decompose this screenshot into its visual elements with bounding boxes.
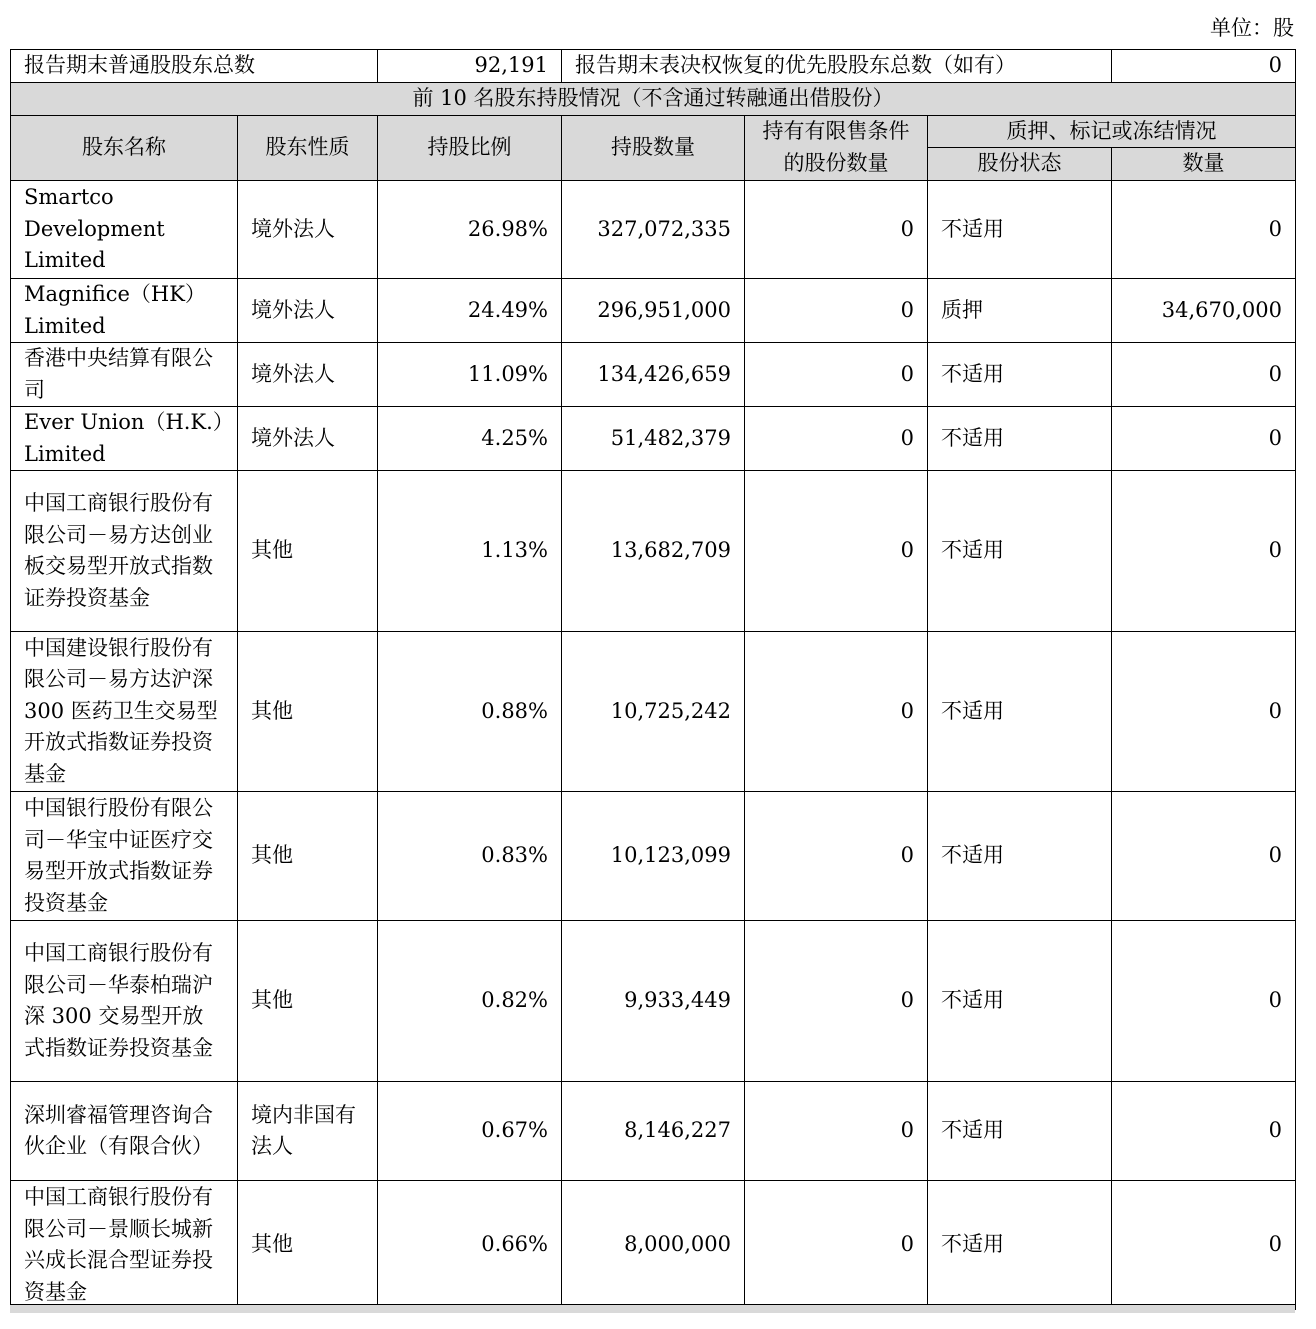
pledge-status: 不适用	[928, 343, 1112, 407]
holding-quantity: 8,146,227	[562, 1082, 745, 1181]
pledge-amount: 34,670,000	[1112, 279, 1296, 343]
holding-quantity: 8,000,000	[562, 1181, 745, 1310]
shareholder-nature: 其他	[238, 632, 378, 792]
holding-ratio: 4.25%	[378, 407, 562, 471]
holding-ratio: 0.83%	[378, 792, 562, 921]
pledge-status: 不适用	[928, 181, 1112, 279]
restricted-quantity: 0	[745, 343, 928, 407]
pledge-amount: 0	[1112, 343, 1296, 407]
shareholder-name: 中国工商银行股份有限公司－易方达创业板交易型开放式指数证券投资基金	[11, 471, 238, 632]
holding-ratio: 0.67%	[378, 1082, 562, 1181]
holding-quantity: 10,725,242	[562, 632, 745, 792]
pledge-amount: 0	[1112, 181, 1296, 279]
header-ratio: 持股比例	[378, 115, 562, 181]
pledge-status: 不适用	[928, 921, 1112, 1082]
pledge-status: 质押	[928, 279, 1112, 343]
restricted-quantity: 0	[745, 921, 928, 1082]
shareholder-name: 中国银行股份有限公司－华宝中证医疗交易型开放式指数证券投资基金	[11, 792, 238, 921]
table-row	[11, 279, 1296, 343]
shareholder-nature: 境外法人	[238, 407, 378, 471]
holding-quantity: 327,072,335	[562, 181, 745, 279]
common-shareholders-label: 报告期末普通股股东总数	[11, 50, 378, 83]
restricted-quantity: 0	[745, 181, 928, 279]
pledge-status: 不适用	[928, 792, 1112, 921]
holding-ratio: 0.66%	[378, 1181, 562, 1310]
shareholder-nature: 其他	[238, 792, 378, 921]
shareholder-nature: 境外法人	[238, 279, 378, 343]
restricted-quantity: 0	[745, 792, 928, 921]
pledge-amount: 0	[1112, 921, 1296, 1082]
table-row	[11, 471, 1296, 632]
header-name: 股东名称	[11, 115, 238, 181]
unit-label: 单位：股	[1210, 16, 1294, 40]
table-cut-edge	[10, 1304, 1295, 1313]
restricted-quantity: 0	[745, 1082, 928, 1181]
header-pledge-status: 股份状态	[928, 148, 1112, 181]
shareholder-name: 中国工商银行股份有限公司－华泰柏瑞沪深 300 交易型开放式指数证券投资基金	[11, 921, 238, 1082]
shareholder-name: 香港中央结算有限公司	[11, 343, 238, 407]
header-pledge-group: 质押、标记或冻结情况	[928, 115, 1296, 148]
pledge-status: 不适用	[928, 1181, 1112, 1310]
common-shareholders-value: 92,191	[378, 50, 562, 83]
holding-ratio: 11.09%	[378, 343, 562, 407]
pledge-amount: 0	[1112, 407, 1296, 471]
pledge-status: 不适用	[928, 1082, 1112, 1181]
summary-row	[11, 50, 1296, 83]
table-row	[11, 343, 1296, 407]
pledge-status: 不适用	[928, 407, 1112, 471]
pledge-status: 不适用	[928, 471, 1112, 632]
holding-quantity: 296,951,000	[562, 279, 745, 343]
pledge-amount: 0	[1112, 1181, 1296, 1310]
header-nature: 股东性质	[238, 115, 378, 181]
shareholder-nature: 境外法人	[238, 343, 378, 407]
holding-ratio: 26.98%	[378, 181, 562, 279]
holding-ratio: 0.88%	[378, 632, 562, 792]
shareholder-name: Magnifice（HK）Limited	[11, 279, 238, 343]
holding-ratio: 24.49%	[378, 279, 562, 343]
pledge-amount: 0	[1112, 632, 1296, 792]
pledge-amount: 0	[1112, 471, 1296, 632]
table-row	[11, 181, 1296, 279]
table-row	[11, 1181, 1296, 1310]
holding-quantity: 10,123,099	[562, 792, 745, 921]
section-title-row	[11, 83, 1296, 116]
section-title: 前 10 名股东持股情况（不含通过转融通出借股份）	[11, 83, 1296, 116]
shareholder-name: Ever Union（H.K.）Limited	[11, 407, 238, 471]
shareholder-nature: 境外法人	[238, 181, 378, 279]
header-row	[11, 115, 1296, 148]
holding-ratio: 0.82%	[378, 921, 562, 1082]
shareholder-name: Smartco Development Limited	[11, 181, 238, 279]
holding-quantity: 13,682,709	[562, 471, 745, 632]
holding-quantity: 134,426,659	[562, 343, 745, 407]
restricted-quantity: 0	[745, 632, 928, 792]
holding-ratio: 1.13%	[378, 471, 562, 632]
restricted-quantity: 0	[745, 471, 928, 632]
shareholder-name: 中国建设银行股份有限公司－易方达沪深 300 医药卫生交易型开放式指数证券投资基金	[11, 632, 238, 792]
holding-quantity: 9,933,449	[562, 921, 745, 1082]
header-pledge-amount: 数量	[1112, 148, 1296, 181]
restricted-quantity: 0	[745, 1181, 928, 1310]
header-restricted: 持有有限售条件的股份数量	[745, 115, 928, 181]
pledge-amount: 0	[1112, 1082, 1296, 1181]
preferred-shareholders-value: 0	[1112, 50, 1296, 83]
pledge-amount: 0	[1112, 792, 1296, 921]
table-row	[11, 407, 1296, 471]
pledge-status: 不适用	[928, 632, 1112, 792]
table-row	[11, 1082, 1296, 1181]
table-row	[11, 632, 1296, 792]
shareholder-nature: 其他	[238, 471, 378, 632]
table-row	[11, 921, 1296, 1082]
table-row	[11, 792, 1296, 921]
shareholder-nature: 境内非国有法人	[238, 1082, 378, 1181]
shareholder-name: 中国工商银行股份有限公司－景顺长城新兴成长混合型证券投资基金	[11, 1181, 238, 1310]
shareholder-name: 深圳睿福管理咨询合伙企业（有限合伙）	[11, 1082, 238, 1181]
header-quantity: 持股数量	[562, 115, 745, 181]
shareholder-nature: 其他	[238, 1181, 378, 1310]
holding-quantity: 51,482,379	[562, 407, 745, 471]
restricted-quantity: 0	[745, 407, 928, 471]
preferred-shareholders-label: 报告期末表决权恢复的优先股股东总数（如有）	[562, 50, 1112, 83]
shareholder-nature: 其他	[238, 921, 378, 1082]
shareholder-table	[10, 49, 1296, 1310]
restricted-quantity: 0	[745, 279, 928, 343]
